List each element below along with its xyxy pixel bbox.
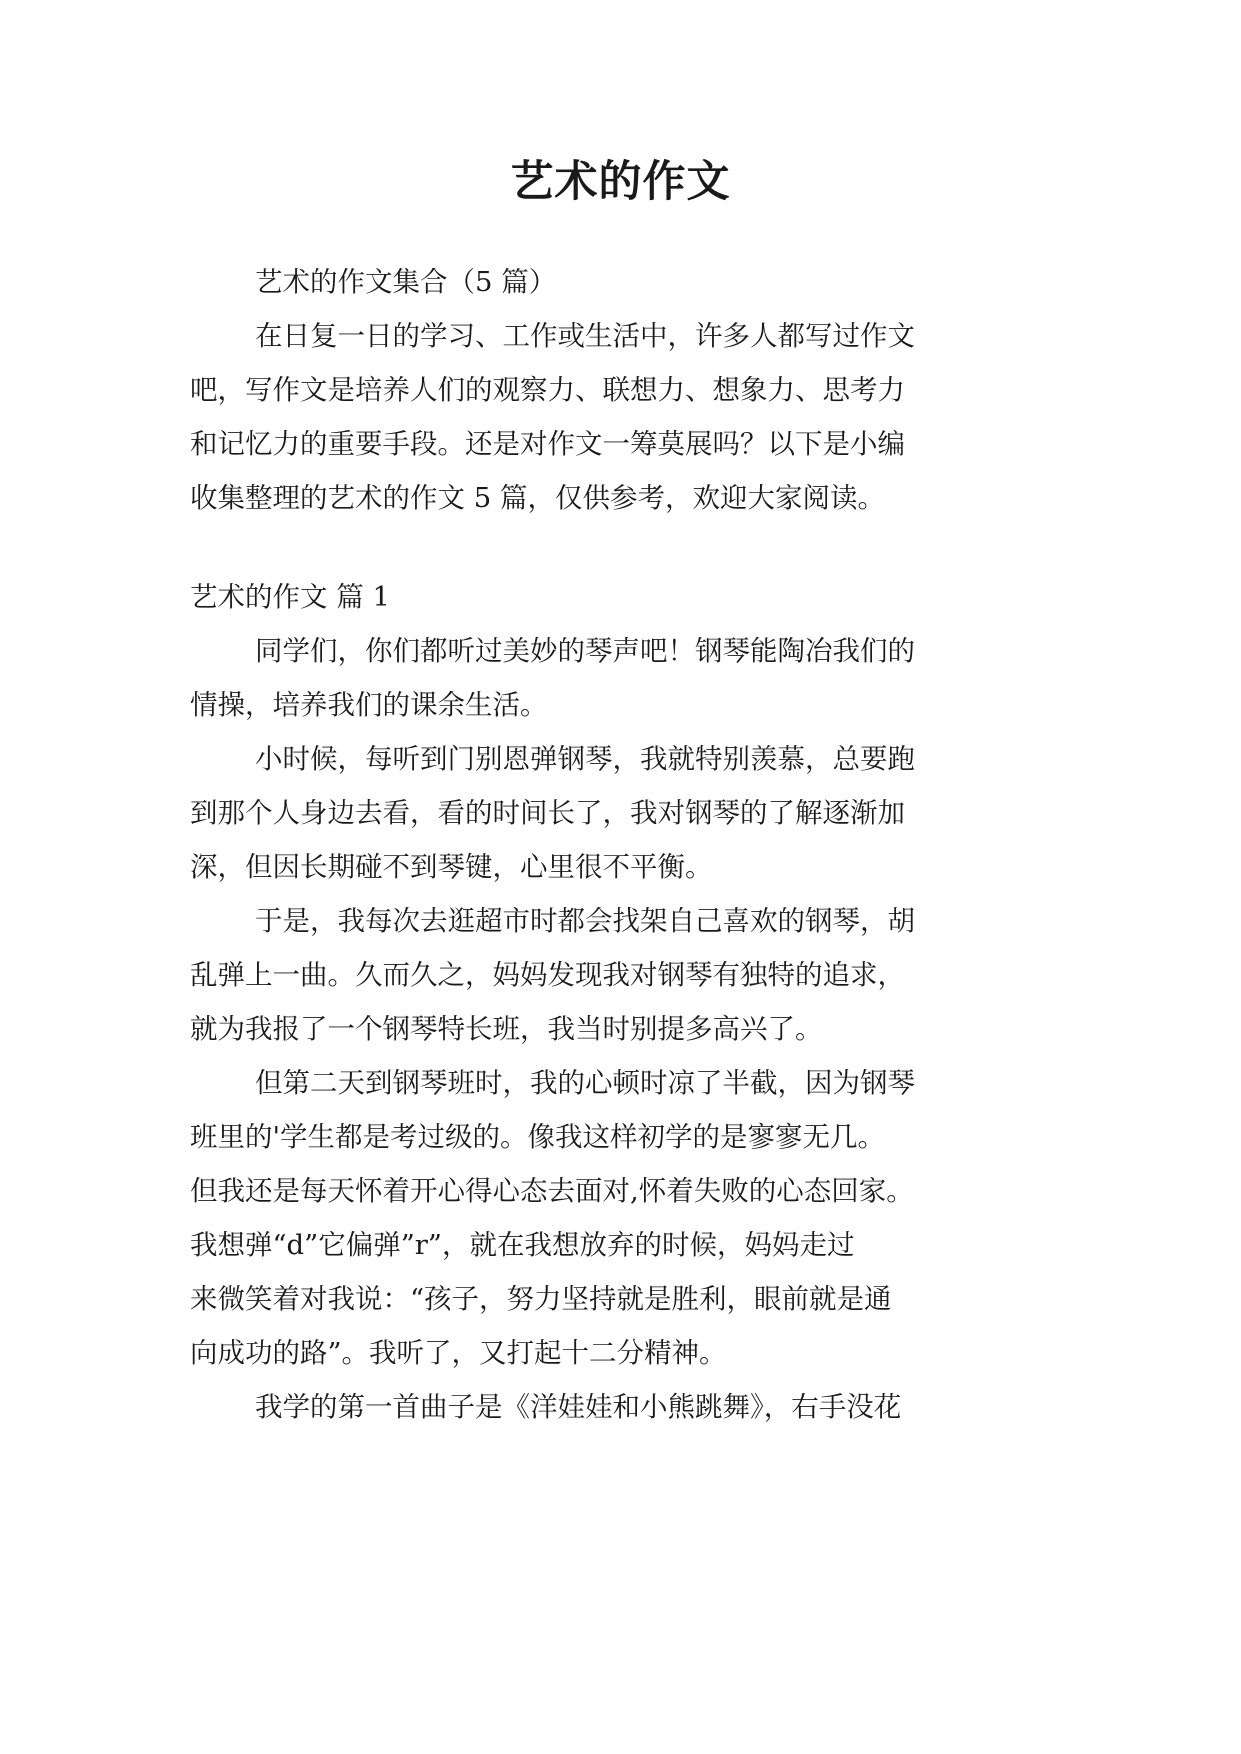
collection-subtitle: 艺术的作文集合（5 篇） xyxy=(255,266,557,298)
body-line: 我想弹“d”它偏弹”r”，就在我想放弃的时候，妈妈走过 xyxy=(190,1229,855,1261)
body-line: 深，但因长期碰不到琴键，心里很不平衡。 xyxy=(190,851,713,883)
body-line: 就为我报了一个钢琴特长班，我当时别提多高兴了。 xyxy=(190,1013,823,1045)
document-title: 艺术的作文 xyxy=(510,157,731,207)
body-line: 来微笑着对我说：“孩子，努力坚持就是胜利，眼前就是通 xyxy=(190,1283,892,1315)
body-line: 小时候，每听到门别恩弹钢琴，我就特别羡慕，总要跑 xyxy=(255,743,915,775)
body-line: 班里的'学生都是考过级的。像我这样初学的是寥寥无几。 xyxy=(190,1121,886,1153)
body-line: 我学的第一首曲子是《洋娃娃和小熊跳舞》，右手没花 xyxy=(255,1391,902,1423)
intro-line: 吧，写作文是培养人们的观察力、联想力、想象力、思考力 xyxy=(190,374,905,406)
body-line: 向成功的路”。我听了，又打起十二分精神。 xyxy=(190,1337,727,1369)
body-line: 但我还是每天怀着开心得心态去面对,怀着失败的心态回家。 xyxy=(190,1175,914,1207)
section-heading: 艺术的作文 篇 1 xyxy=(190,581,390,613)
body-line: 乱弹上一曲。久而久之，妈妈发现我对钢琴有独特的追求， xyxy=(190,959,905,991)
body-line: 于是，我每次去逛超市时都会找架自己喜欢的钢琴，胡 xyxy=(255,905,915,937)
intro-line: 和记忆力的重要手段。还是对作文一筹莫展吗？以下是小编 xyxy=(190,428,905,460)
intro-line: 在日复一日的学习、工作或生活中，许多人都写过作文 xyxy=(255,320,915,352)
body-line: 到那个人身边去看，看的时间长了，我对钢琴的了解逐渐加 xyxy=(190,797,905,829)
body-line: 但第二天到钢琴班时，我的心顿时凉了半截，因为钢琴 xyxy=(255,1067,915,1099)
body-line: 情操，培养我们的课余生活。 xyxy=(190,689,548,721)
intro-line: 收集整理的艺术的作文 5 篇，仅供参考，欢迎大家阅读。 xyxy=(190,482,885,514)
body-line: 同学们，你们都听过美妙的琴声吧！钢琴能陶冶我们的 xyxy=(255,635,915,667)
